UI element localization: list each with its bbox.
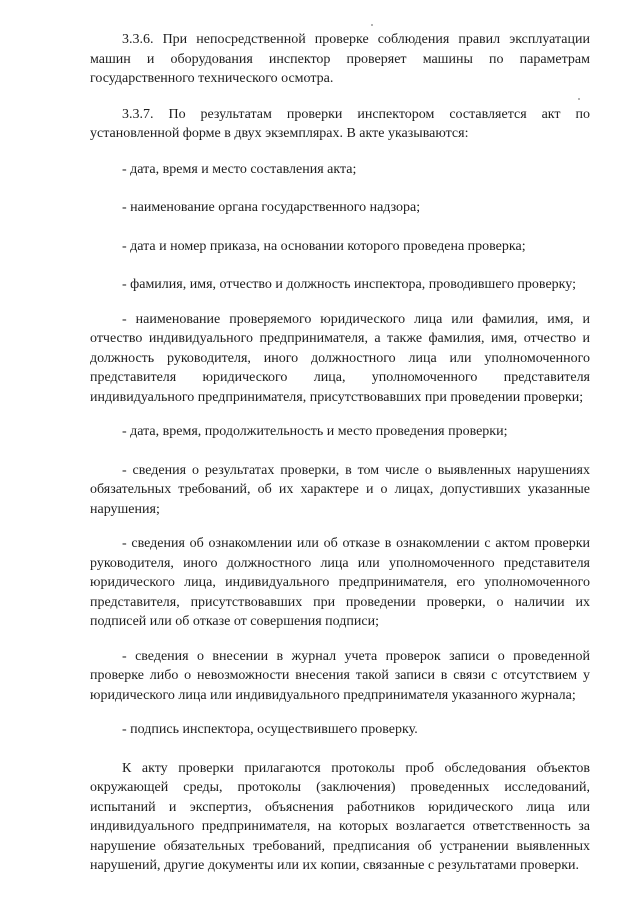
list-item: - сведения о результатах проверки, в том числе о выявленных нарушениях обязательных требований, об их характере и о лицах, допустивших указанные нарушения; [90, 462, 590, 517]
list-item: - дата, время и место составления акта; [122, 161, 357, 177]
paragraph-3-3-6: 3.3.6. При непосредственной проверке соблюдения правил эксплуатации машин и оборудования инспектор проверяет машины по параметрам государственного технического осмотра. [90, 32, 590, 86]
list-item: - сведения о внесении в журнал учета проверок записи о проведенной проверке либо о невозможности внесения такой записи в связи с отсутствием у юридического лица или индивидуального предпринимателя указанного журнала; [90, 648, 590, 703]
scan-speck [371, 24, 373, 26]
list-item: - подпись инспектора, осуществившего проверку. [122, 722, 418, 737]
paragraph-3-3-7: 3.3.7. По результатам проверки инспектором составляется акт по установленной форме в двух экземплярах. В акте указываются: [90, 106, 590, 141]
list-item: - наименование органа государственного надзора; [122, 200, 421, 215]
list-item: - сведения об ознакомлении или об отказе в ознакомлении с актом проверки руководителя, иного должностного лица или уполномоченного представителя юридического лица, индивидуального предпринимателя, его уполномоченного представителя, присутствовавших при проведении проверки, о наличии их подписей или об отказе от совершения подписи; [90, 536, 590, 629]
list-item: - дата, время, продолжительность и место проведения проверки; [122, 424, 508, 439]
list-item: - наименование проверяемого юридического лица или фамилия, имя, и отчество индивидуального предпринимателя, а также фамилия, имя, отчество и должность руководителя, иного должностного лица или уполномоченного представителя юридического лица, уполномоченного представителя индивидуального предпринимателя, присутствовавших при проведении проверки; [90, 311, 590, 405]
document-body [90, 30, 590, 892]
list-item: - дата и номер приказа, на основании которого проведена проверка; [122, 238, 526, 254]
list-item: - фамилия, имя, отчество и должность инспектора, проводившего проверку; [122, 277, 576, 292]
closing-paragraph: К акту проверки прилагаются протоколы проб обследования объектов окружающей среды, протоколы (заключения) проведенных исследований, испытаний и экспертиз, объяснения работников юридического лица или индивидуального предпринимателя, на которых возлагается ответственность за нарушение обязательных требований, предписания об устранении выявленных нарушений, другие документы или их копии, связанные с результатами проверки. [90, 760, 590, 873]
